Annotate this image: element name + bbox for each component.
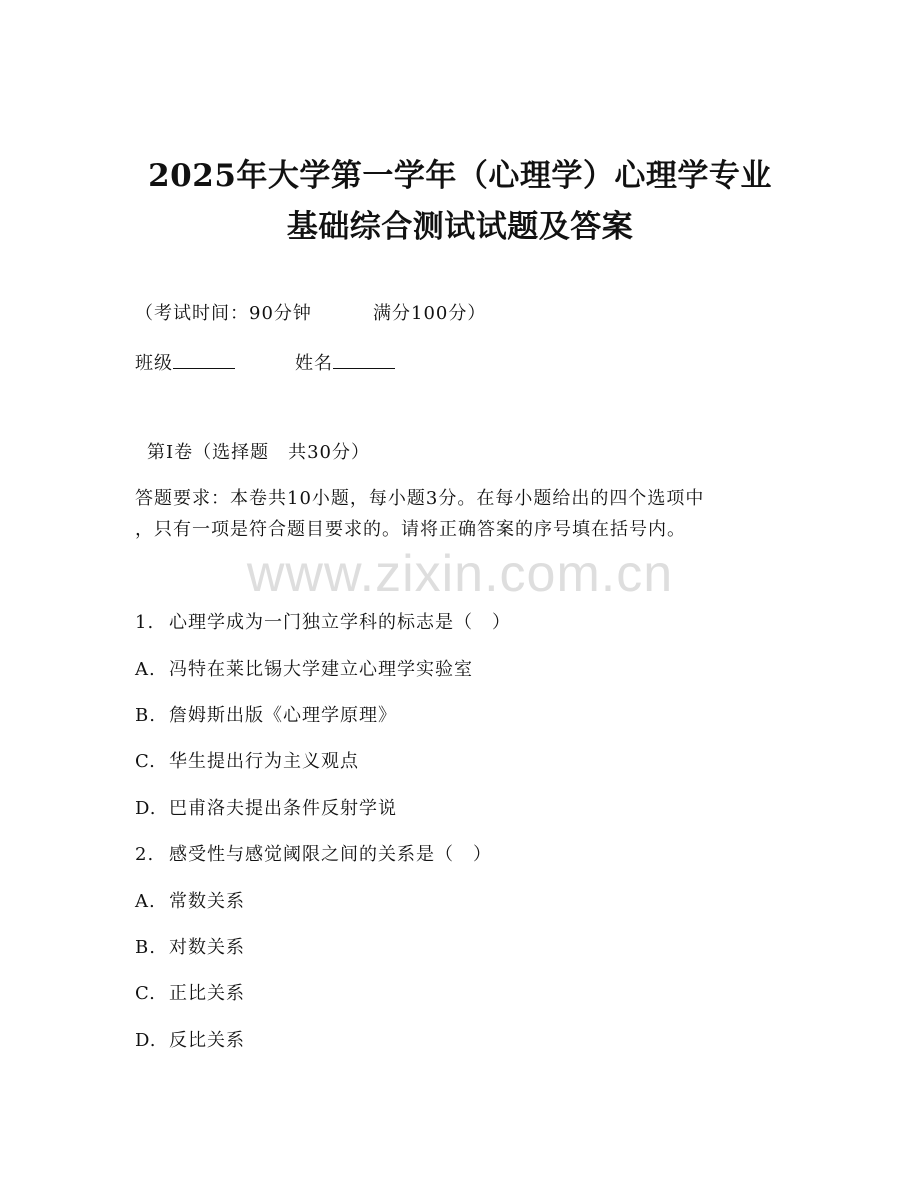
option-letter: B.: [135, 937, 156, 958]
question-2: [135, 846, 492, 864]
exam-time: （考试时间：90分钟: [135, 303, 312, 324]
option-text: 常数关系: [169, 891, 245, 912]
question-1-option-d: [135, 800, 397, 818]
question-1-option-c: [135, 753, 359, 771]
option-text: 巴甫洛夫提出条件反射学说: [169, 798, 397, 819]
option-letter: D.: [135, 1030, 157, 1051]
option-letter: B.: [135, 705, 156, 726]
question-number: 1.: [135, 612, 155, 633]
option-letter: A.: [135, 891, 156, 912]
class-label: 班级: [135, 353, 173, 374]
option-letter: A.: [135, 659, 156, 680]
full-score: 满分100分）: [373, 303, 487, 324]
question-2-option-c: [135, 985, 245, 1003]
question-2-option-b: [135, 939, 245, 957]
document-title-line-1: 2025年大学第一学年（心理学）心理学专业: [148, 158, 772, 194]
question-2-option-a: [135, 893, 245, 911]
watermark: www.zixin.com.cn: [246, 545, 674, 603]
option-text: 詹姆斯出版《心理学原理》: [169, 705, 397, 726]
option-text: 对数关系: [169, 937, 245, 958]
document-title-line-2: 基础综合测试试题及答案: [286, 209, 634, 245]
section-title: 第Ⅰ卷（选择题 共30分）: [147, 442, 371, 463]
option-text: 反比关系: [169, 1030, 245, 1051]
instruction-line-2: ，只有一项是符合题目要求的。请将正确答案的序号填在括号内。: [135, 519, 686, 540]
question-number: 2.: [135, 844, 155, 865]
name-blank: [333, 352, 395, 369]
question-1: [135, 614, 511, 632]
instruction-line-1: 答题要求：本卷共10小题，每小题3分。在每小题给出的四个选项中: [135, 488, 705, 509]
name-field: [295, 352, 395, 373]
question-1-option-b: [135, 707, 397, 725]
option-letter: C.: [135, 751, 156, 772]
option-letter: C.: [135, 983, 156, 1004]
question-stem: 心理学成为一门独立学科的标志是（ ）: [169, 612, 511, 633]
option-text: 正比关系: [169, 983, 245, 1004]
name-label: 姓名: [295, 353, 333, 374]
question-stem: 感受性与感觉阈限之间的关系是（ ）: [169, 844, 492, 865]
question-1-option-a: [135, 661, 473, 679]
option-text: 华生提出行为主义观点: [169, 751, 359, 772]
question-2-option-d: [135, 1032, 245, 1050]
option-letter: D.: [135, 798, 157, 819]
class-blank: [173, 352, 235, 369]
class-field: [135, 352, 235, 373]
option-text: 冯特在莱比锡大学建立心理学实验室: [169, 659, 473, 680]
